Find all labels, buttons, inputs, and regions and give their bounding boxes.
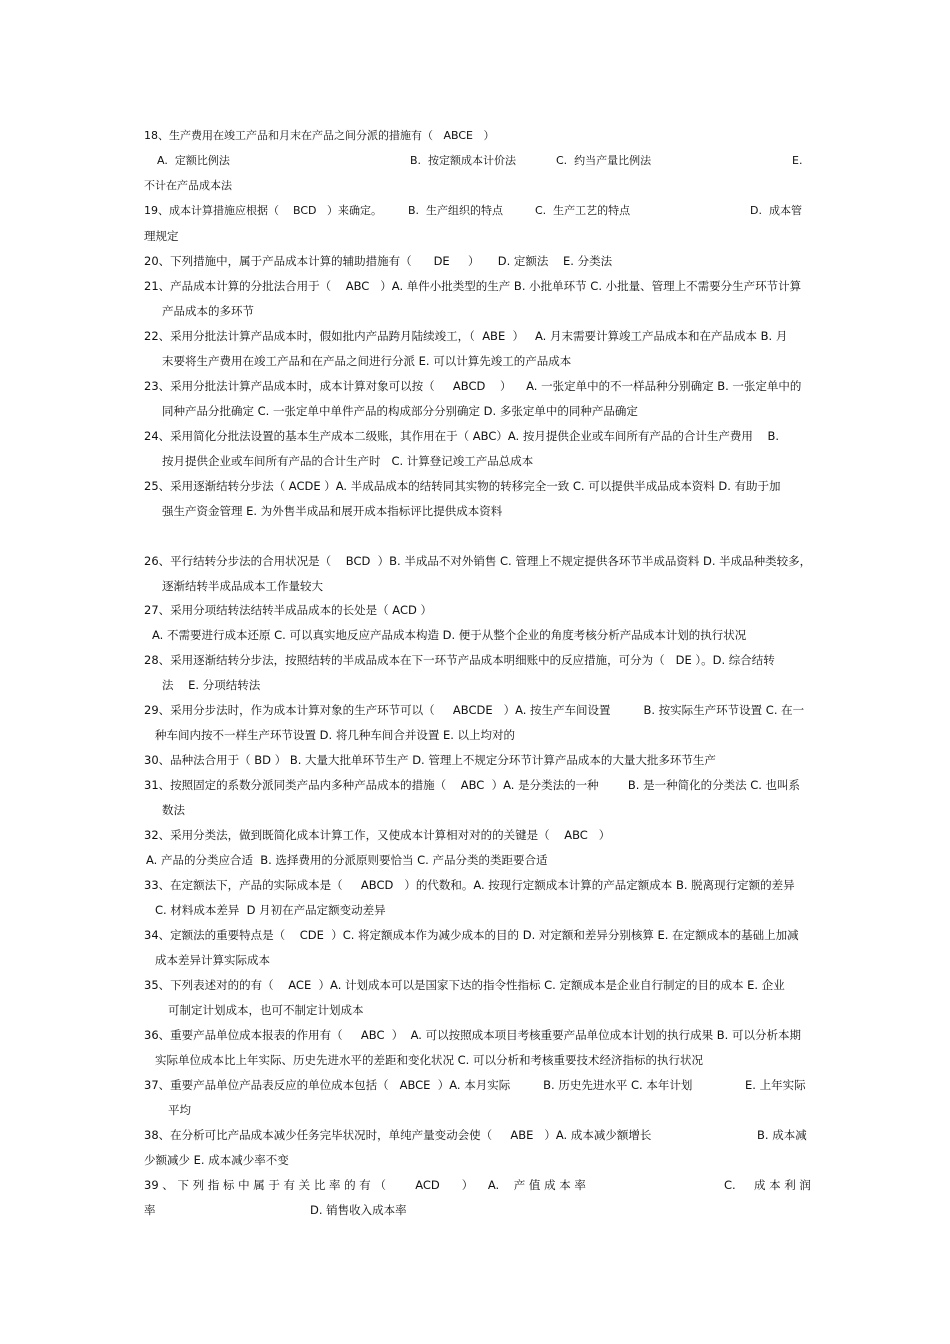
option-38b: B. 成本减: [757, 1128, 807, 1142]
question-35-cont: 可制定计划成本，也可不制定计划成本: [168, 1003, 364, 1017]
question-19: 19、成本计算措施应根据（ BCD ）来确定。: [144, 204, 382, 217]
question-33-cont: C. 材料成本差异 D 月初在产品定额变动差异: [155, 903, 386, 917]
question-23-cont: 同种产品分批确定 C. 一张定单中单件产品的构成部分分别确定 D. 多张定单中的同种产品确定: [162, 404, 638, 418]
option-19d-cont: 理规定: [144, 229, 179, 243]
question-25: 25、采用逐渐结转分步法（ ACDE ）A. 半成品成本的结转同其实物的转移完全一致 C. 可以提供半成品成本资料 D. 有助于加: [144, 479, 781, 493]
question-27-options: A. 不需要进行成本还原 C. 可以真实地反应产品成本构造 D. 便于从整个企业的角度考核分析产品成本计划的执行状况: [152, 628, 747, 642]
question-35: 35、下列表述对的的有（ ACE ）A. 计划成本可以是国家下达的指令性指标 C. 定额成本是企业自行制定的目的成本 E. 企业: [144, 978, 785, 992]
option-19c: C. 生产工艺的特点: [535, 204, 631, 217]
question-36-cont: 实际单位成本比上年实际、历史先进水平的差距和变化状况 C. 可以分析和考核重要技术经济指标的执行状况: [155, 1053, 703, 1067]
question-28-cont: 法 E. 分项结转法: [162, 678, 261, 692]
question-37: 37、重要产品单位产品表反应的单位成本包括（ ABCE ）A. 本月实际 B. 历史先进水平 C. 本年计划: [144, 1078, 693, 1092]
option-18e-text: 不计在产品成本法: [144, 179, 232, 192]
question-25-cont: 强生产资金管理 E. 为外售半成品和展开成本指标评比提供成本资料: [162, 504, 503, 518]
question-32-options: A. 产品的分类应合适 B. 选择费用的分派原则要恰当 C. 产品分类的类距要合适: [146, 853, 548, 867]
option-39c: C. 成 本 利 润: [724, 1178, 811, 1192]
question-38-cont: 少额减少 E. 成本减少率不变: [144, 1153, 289, 1167]
option-37e: E. 上年实际: [745, 1078, 806, 1092]
question-24-cont: 按月提供企业或车间所有产品的合计生产时 C. 计算登记竣工产品总成本: [162, 454, 534, 468]
question-18: 18、生产费用在竣工产品和月末在产品之间分派的措施有（ ABCE ）: [144, 129, 495, 142]
question-39: 39 、 下 列 指 标 中 属 于 有 关 比 率 的 有 （ ACD ） A. 产 值 成 本 率: [144, 1178, 586, 1192]
question-21-cont: 产品成本的多环节: [162, 304, 254, 318]
question-32: 32、采用分类法，做到既简化成本计算工作，又使成本计算相对对的的关键是（ ABC ）: [144, 828, 611, 842]
question-20: 20、下列措施中，属于产品成本计算的辅助措施有（ DE ） D. 定额法 E. 分类法: [144, 254, 613, 268]
option-18c: C. 约当产量比例法: [556, 154, 652, 167]
question-34-cont: 成本差异计算实际成本: [155, 953, 270, 967]
question-29-cont: 种车间内按不一样生产环节设置 D. 将几种车间合并设置 E. 以上均对的: [155, 728, 516, 742]
question-26: 26、平行结转分步法的合用状况是（ BCD ）B. 半成品不对外销售 C. 管理上不规定提供各环节半成品资料 D. 半成品种类较多，: [144, 554, 812, 568]
question-34: 34、定额法的重要特点是（ CDE ）C. 将定额成本作为减少成本的目的 D. 对定额和差异分别核算 E. 在定额成本的基础上加减: [144, 928, 799, 942]
question-21: 21、产品成本计算的分批法合用于（ ABC ）A. 单件小批类型的生产 B. 小批单环节 C. 小批量、管理上不需要分生产环节计算: [144, 279, 802, 293]
question-22: 22、采用分批法计算产品成本时，假如批内产品跨月陆续竣工，（ ABE ） A. 月末需要计算竣工产品成本和在产品成本 B. 月: [144, 329, 788, 343]
option-39d: D. 销售收入成本率: [310, 1203, 407, 1217]
option-19b: B. 生产组织的特点: [408, 204, 504, 217]
option-19d: D. 成本管: [750, 204, 802, 217]
question-22-cont: 末要将生产费用在竣工产品和在产品之间进行分派 E. 可以计算先竣工的产品成本: [162, 354, 572, 368]
question-33: 33、在定额法下，产品的实际成本是（ ABCD ）的代数和。A. 按现行定额成本计算的产品定额成本 B. 脱离现行定额的差异: [144, 878, 795, 892]
question-30: 30、品种法合用于（ BD ） B. 大量大批单环节生产 D. 管理上不规定分环节计算产品成本的大量大批多环节生产: [144, 753, 716, 767]
question-28: 28、采用逐渐结转分步法，按照结转的半成品成本在下一环节产品成本明细账中的反应措施，可分为（ DE ）。D. 综合结转: [144, 653, 775, 667]
question-36: 36、重要产品单位成本报表的作用有（ ABC ） A. 可以按照成本项目考核重要产品单位成本计划的执行成果 B. 可以分析本期: [144, 1028, 801, 1042]
option-18a: A. 定额比例法: [157, 154, 230, 167]
option-18b: B. 按定额成本计价法: [410, 154, 517, 167]
question-31: 31、按照固定的系数分派同类产品内多种产品成本的措施（ ABC ）A. 是分类法的一种 B. 是一种简化的分类法 C. 也叫系: [144, 778, 801, 792]
question-38: 38、在分析可比产品成本减少任务完毕状况时，单纯产量变动会使（ ABE ）A. 成本减少额增长: [144, 1128, 652, 1142]
option-37e-cont: 平均: [168, 1103, 191, 1117]
question-26-cont: 逐渐结转半成品成本工作量较大: [162, 579, 323, 593]
question-29: 29、采用分步法时，作为成本计算对象的生产环节可以（ ABCDE ）A. 按生产车间设置 B. 按实际生产环节设置 C. 在一: [144, 703, 805, 717]
question-31-cont: 数法: [162, 803, 185, 817]
question-27: 27、采用分项结转法结转半成品成本的长处是（ ACD ）: [144, 603, 432, 617]
option-39c-cont: 率: [144, 1203, 156, 1217]
option-18e: E.: [792, 154, 803, 167]
question-24: 24、采用简化分批法设置的基本生产成本二级账，其作用在于（ ABC）A. 按月提供企业或车间所有产品的合计生产费用 B.: [144, 429, 780, 443]
question-23: 23、采用分批法计算产品成本时，成本计算对象可以按（ ABCD ） A. 一张定单中的不一样品种分别确定 B. 一张定单中的: [144, 379, 802, 393]
